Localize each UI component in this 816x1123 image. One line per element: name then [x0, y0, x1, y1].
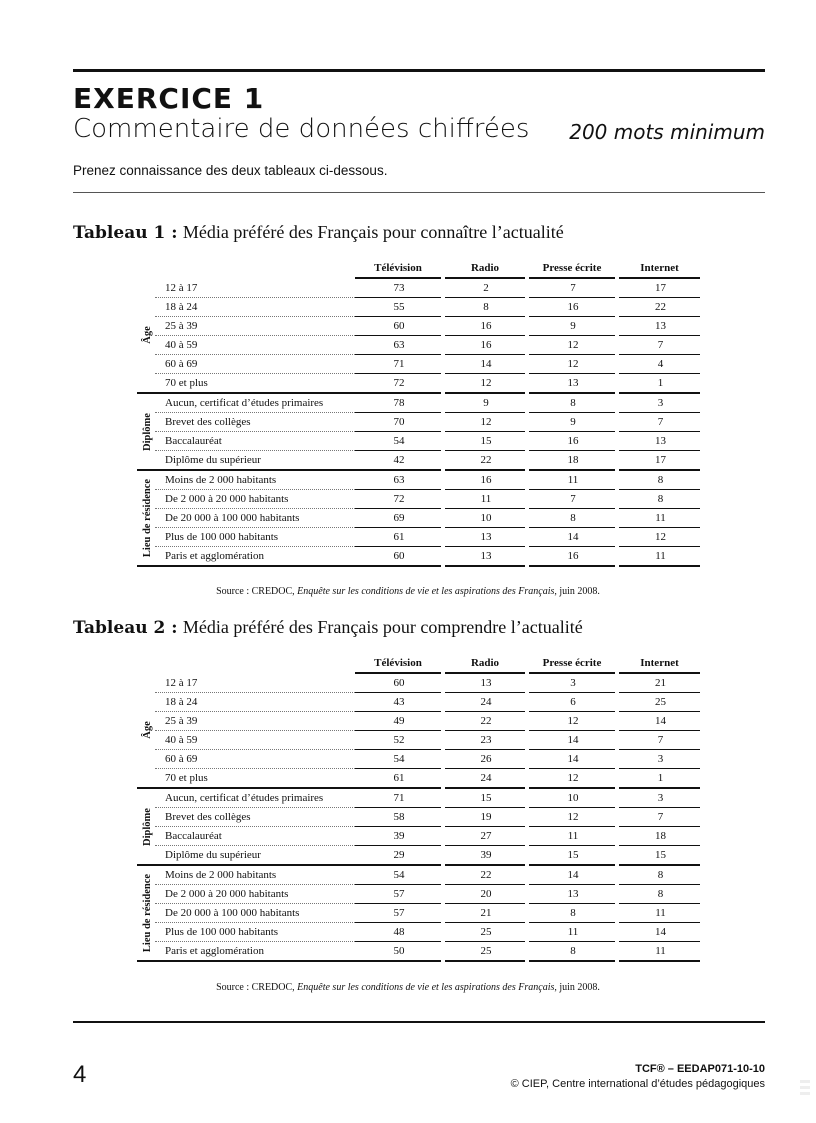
- cell-value: 17: [619, 278, 700, 298]
- copyright: © CIEP, Centre international d’études pédagogiques: [510, 1078, 765, 1090]
- cell-value: 14: [529, 528, 615, 547]
- cell-value: 12: [529, 769, 615, 789]
- cell-value: 1: [619, 769, 700, 789]
- table-row: [137, 693, 700, 712]
- row-label: Baccalauréat: [155, 432, 355, 451]
- row-label: Paris et agglomération: [155, 547, 355, 567]
- cell-value: 54: [355, 865, 441, 885]
- footer-rule: [73, 1021, 765, 1023]
- row-label: 60 à 69: [155, 750, 355, 769]
- cell-value: 7: [619, 336, 700, 355]
- cell-value: 58: [355, 808, 441, 827]
- cell-value: 16: [445, 336, 525, 355]
- top-rule: [73, 69, 765, 72]
- cell-value: 27: [445, 827, 525, 846]
- row-label: Brevet des collèges: [155, 413, 355, 432]
- row-label: 25 à 39: [155, 317, 355, 336]
- table-row: [137, 885, 700, 904]
- table-row: [137, 942, 700, 962]
- group-name: Âge: [142, 326, 153, 344]
- table-row: [137, 528, 700, 547]
- table-1-caption: [73, 222, 564, 243]
- table-2-caption: [73, 617, 583, 638]
- cell-value: 8: [529, 904, 615, 923]
- group-label: [137, 278, 155, 393]
- cell-value: 42: [355, 451, 441, 471]
- row-label: 12 à 17: [155, 278, 355, 298]
- column-header: Presse écrite: [529, 258, 615, 278]
- table-2-source: [0, 982, 816, 993]
- cell-value: 13: [529, 885, 615, 904]
- cell-value: 14: [529, 865, 615, 885]
- cell-value: 39: [355, 827, 441, 846]
- table-row: [137, 547, 700, 567]
- cell-value: 26: [445, 750, 525, 769]
- cell-value: 15: [529, 846, 615, 866]
- cell-value: 7: [619, 413, 700, 432]
- source-suffix: , juin 2008.: [554, 586, 600, 597]
- group-name: Lieu de résidence: [142, 478, 153, 558]
- cell-value: 9: [529, 413, 615, 432]
- cell-value: 8: [619, 490, 700, 509]
- cell-value: 21: [445, 904, 525, 923]
- cell-value: 60: [355, 317, 441, 336]
- row-label: 18 à 24: [155, 298, 355, 317]
- table-row: [137, 432, 700, 451]
- table-row: [137, 509, 700, 528]
- cell-value: 20: [445, 885, 525, 904]
- cell-value: 71: [355, 355, 441, 374]
- word-count-requirement: 200 mots minimum: [569, 120, 765, 144]
- cell-value: 3: [529, 673, 615, 693]
- cell-value: 70: [355, 413, 441, 432]
- cell-value: 13: [619, 432, 700, 451]
- row-label: 25 à 39: [155, 712, 355, 731]
- row-label: Plus de 100 000 habitants: [155, 528, 355, 547]
- table-row: [137, 712, 700, 731]
- cell-value: 11: [529, 827, 615, 846]
- group-name: Âge: [142, 721, 153, 739]
- cell-value: 15: [619, 846, 700, 866]
- cell-value: 39: [445, 846, 525, 866]
- table-row: [137, 490, 700, 509]
- table-2: [137, 653, 700, 962]
- cell-value: 8: [529, 393, 615, 413]
- row-label: Plus de 100 000 habitants: [155, 923, 355, 942]
- cell-value: 8: [529, 942, 615, 962]
- column-header: Radio: [445, 258, 525, 278]
- source-prefix: Source : CREDOC,: [216, 586, 298, 597]
- exercise-title: EXERCICE 1: [73, 82, 265, 115]
- cell-value: 17: [619, 451, 700, 471]
- cell-value: 16: [529, 298, 615, 317]
- cell-value: 12: [445, 374, 525, 394]
- table-header-row: [137, 653, 700, 673]
- footer-info: [511, 1062, 765, 1092]
- cell-value: 63: [355, 336, 441, 355]
- cell-value: 63: [355, 470, 441, 490]
- instruction-text: Prenez connaissance des deux tableaux ci-dessous.: [73, 163, 388, 178]
- cell-value: 78: [355, 393, 441, 413]
- column-header: Internet: [619, 653, 700, 673]
- cell-value: 12: [619, 528, 700, 547]
- cell-value: 60: [355, 547, 441, 567]
- cell-value: 12: [445, 413, 525, 432]
- row-label: Paris et agglomération: [155, 942, 355, 962]
- table-row: [137, 673, 700, 693]
- cell-value: 11: [619, 509, 700, 528]
- cell-value: 11: [619, 942, 700, 962]
- cell-value: 13: [529, 374, 615, 394]
- cell-value: 61: [355, 528, 441, 547]
- source-prefix: Source : CREDOC,: [216, 982, 298, 993]
- row-label: Moins de 2 000 habitants: [155, 470, 355, 490]
- table-row: [137, 317, 700, 336]
- row-label: De 2 000 à 20 000 habitants: [155, 490, 355, 509]
- row-label: 40 à 59: [155, 731, 355, 750]
- cell-value: 24: [445, 769, 525, 789]
- cell-value: 7: [529, 278, 615, 298]
- cell-value: 7: [619, 808, 700, 827]
- cell-value: 73: [355, 278, 441, 298]
- cell-value: 25: [445, 923, 525, 942]
- cell-value: 11: [445, 490, 525, 509]
- row-label: Diplôme du supérieur: [155, 451, 355, 471]
- cell-value: 13: [619, 317, 700, 336]
- table-row: [137, 336, 700, 355]
- source-title: Enquête sur les conditions de vie et les aspirations des Français: [297, 586, 555, 597]
- table-row: [137, 750, 700, 769]
- table-header-row: [137, 258, 700, 278]
- group-name: Diplôme: [142, 412, 153, 451]
- cell-value: 29: [355, 846, 441, 866]
- cell-value: 22: [445, 451, 525, 471]
- cell-value: 21: [619, 673, 700, 693]
- cell-value: 1: [619, 374, 700, 394]
- column-header: Télévision: [355, 258, 441, 278]
- cell-value: 55: [355, 298, 441, 317]
- cell-value: 6: [529, 693, 615, 712]
- group-label: [137, 865, 155, 961]
- row-label: Brevet des collèges: [155, 808, 355, 827]
- cell-value: 16: [529, 547, 615, 567]
- cell-value: 16: [529, 432, 615, 451]
- cell-value: 10: [529, 788, 615, 808]
- cell-value: 16: [445, 317, 525, 336]
- table-row: [137, 413, 700, 432]
- cell-value: 14: [529, 750, 615, 769]
- margin-marks: [800, 1080, 810, 1104]
- table-row: [137, 904, 700, 923]
- cell-value: 72: [355, 374, 441, 394]
- exercise-subtitle: Commentaire de données chiffrées: [73, 114, 530, 144]
- cell-value: 69: [355, 509, 441, 528]
- table-row: [137, 298, 700, 317]
- group-label: [137, 788, 155, 865]
- group-name: Diplôme: [142, 807, 153, 846]
- cell-value: 11: [619, 904, 700, 923]
- cell-value: 8: [445, 298, 525, 317]
- cell-value: 3: [619, 788, 700, 808]
- source-suffix: , juin 2008.: [554, 982, 600, 993]
- cell-value: 9: [529, 317, 615, 336]
- cell-value: 24: [445, 693, 525, 712]
- source-title: Enquête sur les conditions de vie et les aspirations des Français: [297, 982, 555, 993]
- cell-value: 15: [445, 788, 525, 808]
- cell-value: 15: [445, 432, 525, 451]
- table-row: [137, 808, 700, 827]
- table-row: [137, 278, 700, 298]
- cell-value: 25: [619, 693, 700, 712]
- cell-value: 50: [355, 942, 441, 962]
- cell-value: 22: [619, 298, 700, 317]
- table-row: [137, 769, 700, 789]
- table-1-label: Tableau 1 :: [73, 223, 178, 243]
- table-1-source: [0, 586, 816, 597]
- table-row: [137, 451, 700, 471]
- cell-value: 49: [355, 712, 441, 731]
- cell-value: 12: [529, 808, 615, 827]
- table-row: [137, 827, 700, 846]
- header-divider: [73, 192, 765, 193]
- cell-value: 22: [445, 865, 525, 885]
- cell-value: 11: [529, 923, 615, 942]
- cell-value: 12: [529, 355, 615, 374]
- cell-value: 13: [445, 673, 525, 693]
- table-row: [137, 788, 700, 808]
- row-label: 40 à 59: [155, 336, 355, 355]
- cell-value: 54: [355, 432, 441, 451]
- row-label: 12 à 17: [155, 673, 355, 693]
- cell-value: 9: [445, 393, 525, 413]
- document-code: TCF® – EEDAP071-10-10: [635, 1063, 765, 1075]
- cell-value: 18: [619, 827, 700, 846]
- column-header: Télévision: [355, 653, 441, 673]
- table-row: [137, 846, 700, 866]
- cell-value: 12: [529, 336, 615, 355]
- row-label: 70 et plus: [155, 769, 355, 789]
- cell-value: 13: [445, 528, 525, 547]
- cell-value: 61: [355, 769, 441, 789]
- table-row: [137, 355, 700, 374]
- cell-value: 23: [445, 731, 525, 750]
- table-2-label: Tableau 2 :: [73, 618, 178, 638]
- column-header: Internet: [619, 258, 700, 278]
- cell-value: 14: [619, 712, 700, 731]
- row-label: Diplôme du supérieur: [155, 846, 355, 866]
- group-label: [137, 393, 155, 470]
- cell-value: 8: [619, 865, 700, 885]
- cell-value: 57: [355, 885, 441, 904]
- cell-value: 18: [529, 451, 615, 471]
- page-number: 4: [73, 1061, 87, 1088]
- cell-value: 11: [529, 470, 615, 490]
- row-label: De 2 000 à 20 000 habitants: [155, 885, 355, 904]
- row-label: De 20 000 à 100 000 habitants: [155, 904, 355, 923]
- cell-value: 54: [355, 750, 441, 769]
- cell-value: 16: [445, 470, 525, 490]
- table-1-title: Média préféré des Français pour connaître l’actualité: [182, 222, 564, 242]
- cell-value: 3: [619, 393, 700, 413]
- row-label: De 20 000 à 100 000 habitants: [155, 509, 355, 528]
- cell-value: 48: [355, 923, 441, 942]
- group-label: [137, 470, 155, 566]
- cell-value: 60: [355, 673, 441, 693]
- cell-value: 8: [619, 885, 700, 904]
- table-1: [137, 258, 700, 567]
- cell-value: 3: [619, 750, 700, 769]
- cell-value: 43: [355, 693, 441, 712]
- column-header: Radio: [445, 653, 525, 673]
- column-header: Presse écrite: [529, 653, 615, 673]
- cell-value: 19: [445, 808, 525, 827]
- group-name: Lieu de résidence: [142, 873, 153, 953]
- table-row: [137, 393, 700, 413]
- row-label: Baccalauréat: [155, 827, 355, 846]
- cell-value: 10: [445, 509, 525, 528]
- cell-value: 22: [445, 712, 525, 731]
- row-label: Aucun, certificat d’études primaires: [155, 788, 355, 808]
- cell-value: 11: [619, 547, 700, 567]
- cell-value: 2: [445, 278, 525, 298]
- cell-value: 57: [355, 904, 441, 923]
- cell-value: 4: [619, 355, 700, 374]
- cell-value: 8: [619, 470, 700, 490]
- table-row: [137, 923, 700, 942]
- cell-value: 8: [529, 509, 615, 528]
- table-row: [137, 731, 700, 750]
- table-2-title: Média préféré des Français pour comprendre l’actualité: [182, 617, 583, 637]
- cell-value: 25: [445, 942, 525, 962]
- cell-value: 71: [355, 788, 441, 808]
- row-label: 60 à 69: [155, 355, 355, 374]
- row-label: Moins de 2 000 habitants: [155, 865, 355, 885]
- row-label: Aucun, certificat d’études primaires: [155, 393, 355, 413]
- cell-value: 12: [529, 712, 615, 731]
- table-row: [137, 865, 700, 885]
- row-label: 18 à 24: [155, 693, 355, 712]
- cell-value: 7: [529, 490, 615, 509]
- table-row: [137, 470, 700, 490]
- cell-value: 72: [355, 490, 441, 509]
- cell-value: 7: [619, 731, 700, 750]
- cell-value: 14: [619, 923, 700, 942]
- cell-value: 14: [529, 731, 615, 750]
- cell-value: 52: [355, 731, 441, 750]
- cell-value: 13: [445, 547, 525, 567]
- table-row: [137, 374, 700, 394]
- cell-value: 14: [445, 355, 525, 374]
- row-label: 70 et plus: [155, 374, 355, 394]
- group-label: [137, 673, 155, 788]
